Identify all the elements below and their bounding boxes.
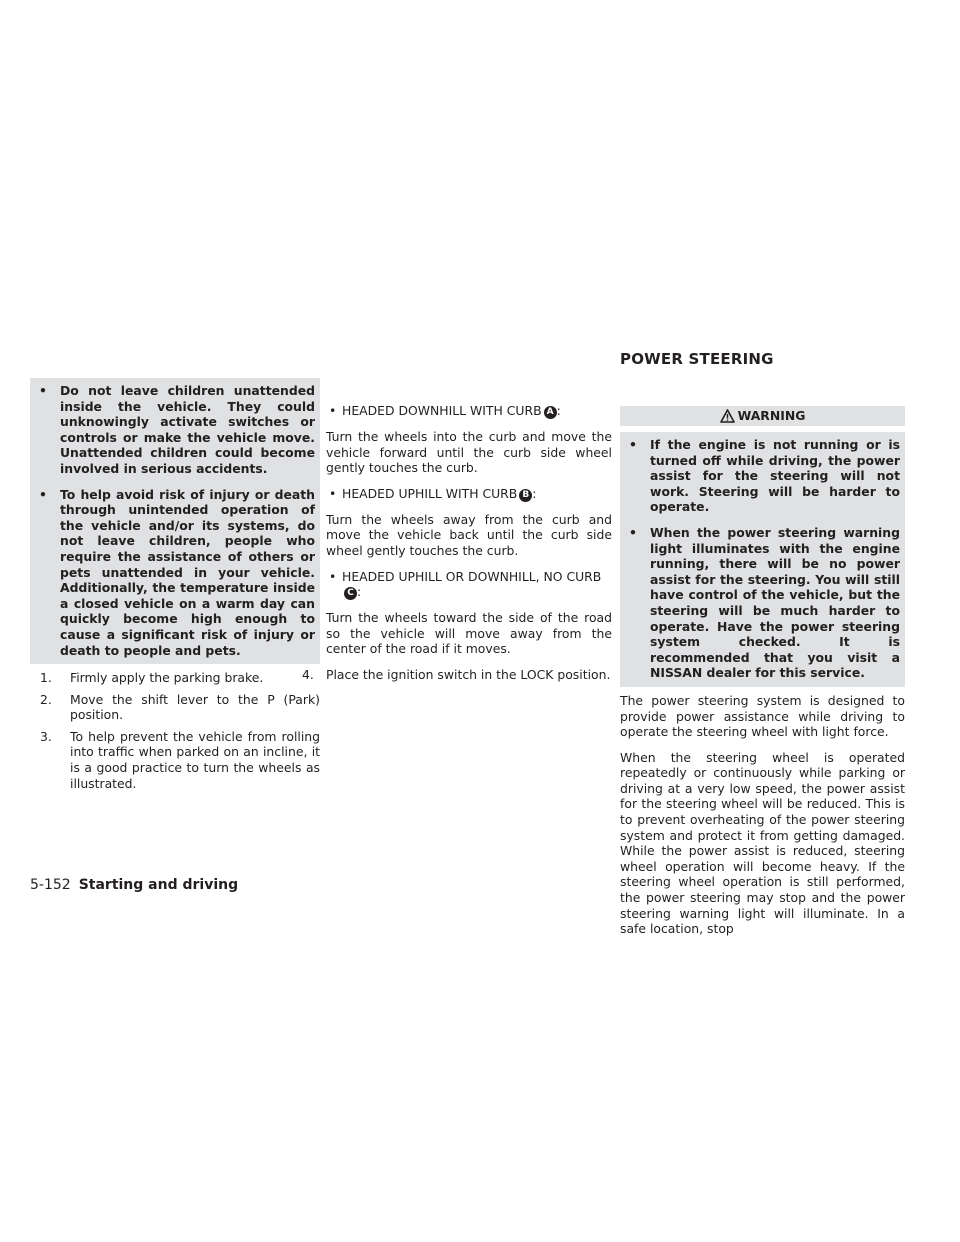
marker-b-icon: B <box>519 489 532 502</box>
parking-case-label: • HEADED UPHILL OR DOWNHILL, NO CURBC : <box>329 568 602 600</box>
case-label-text: HEADED DOWNHILL WITH CURB <box>342 403 542 418</box>
case-label-text: HEADED UPHILL WITH CURB <box>342 485 518 501</box>
page-footer <box>30 877 238 893</box>
section-heading: POWER STEERING <box>620 350 774 368</box>
warning-bullet <box>626 525 900 681</box>
step-item <box>302 667 612 683</box>
parking-case-label: • HEADED UPHILL WITH CURB B : <box>329 485 537 501</box>
step-text: Firmly apply the parking brake. <box>70 670 264 686</box>
right-column <box>620 406 905 947</box>
step-item <box>30 670 320 686</box>
bullet-text: Do not leave children unattended inside the vehicle. They could unknowingly activate switches or controls or make the vehicle move. Unattended children could become involved in serious accidents. <box>60 383 315 476</box>
step-number: 3. <box>40 728 52 744</box>
marker-a-icon: A <box>544 406 557 419</box>
bullet-icon: • <box>329 485 337 501</box>
case-description: Turn the wheels into the curb and move the vehicle forward until the curb side wheel gently touches the curb. <box>326 429 612 476</box>
marker-c-icon: C <box>344 587 357 600</box>
step-item <box>30 692 320 723</box>
bullet-text: If the engine is not running or is turned off while driving, the power assist for the steering will not work. Steering will be harder to operate. <box>650 437 900 515</box>
step-number: 2. <box>40 691 52 707</box>
case-label-text: HEADED UPHILL OR DOWNHILL, NO CURB <box>342 568 602 584</box>
parking-case-label: • HEADED DOWNHILL WITH CURB A : <box>329 403 561 418</box>
child-safety-warning-box <box>30 378 320 664</box>
step-text: Place the ignition switch in the LOCK position. <box>326 666 611 682</box>
bullet-icon: • <box>629 437 637 452</box>
body-paragraph: When the steering wheel is operated repeatedly or continuously while parking or driving at a very low speed, the power assist for the steering wheel will be reduced. This is to prevent overheating of the power steering system and protect it from getting damaged. While the power assist is reduced, steering wheel operation will become heavy. If the steering wheel operation is still performed, the power steering may stop and the power steering warning light will illuminate. In a safe location, stop <box>620 749 905 937</box>
step-number: 1. <box>40 670 52 686</box>
bullet-icon: • <box>39 383 47 398</box>
warning-bullet <box>36 383 315 477</box>
step-item <box>30 729 320 791</box>
left-column <box>30 378 320 791</box>
chapter-title: Starting and driving <box>78 877 239 893</box>
warning-triangle-icon <box>720 409 735 423</box>
step-number: 4. <box>302 666 314 682</box>
case-description: Turn the wheels away from the curb and move the vehicle back until the curb side wheel gently touches the curb. <box>326 511 612 558</box>
step-text: To help prevent the vehicle from rolling into traffic when parked on an incline, it is a good practice to turn the wheels as illustrated. <box>70 728 320 791</box>
warning-title: WARNING <box>737 408 806 424</box>
bullet-icon: • <box>329 403 337 418</box>
warning-bullet <box>36 487 315 659</box>
bullet-text: To help avoid risk of injury or death through unintended operation of the vehicle and/or its systems, do not leave children, people who require the assistance of others or pets unattended in your vehicle. Additionally, the temperature inside a closed vehicle on a warm day can quickly become high enough to cause a significant risk of injury or death to people and pets. <box>60 486 315 658</box>
case-description: Turn the wheels toward the side of the road so the vehicle will move away from the center of the road if it moves. <box>326 610 612 657</box>
bullet-icon: • <box>39 486 47 502</box>
step-text: Move the shift lever to the P (Park) position. <box>70 691 320 723</box>
body-paragraph: The power steering system is designed to provide power assistance while driving to operate the steering wheel with light force. <box>620 692 905 740</box>
warning-bullet <box>626 437 900 515</box>
power-steering-warning-box <box>620 432 905 687</box>
bullet-icon: • <box>629 524 637 540</box>
bullet-icon: • <box>329 568 337 584</box>
middle-column <box>302 403 612 683</box>
page-number: 5-152 <box>30 877 71 893</box>
bullet-text: When the power steering warning light illuminates with the engine running, there will be no power assist for the steering. You will still have control of the vehicle, but the steering will be much harder to operate. Have the power steering system checked. It is recommended that you visit a NISSAN dealer for this service. <box>650 524 900 681</box>
warning-header <box>620 406 905 426</box>
